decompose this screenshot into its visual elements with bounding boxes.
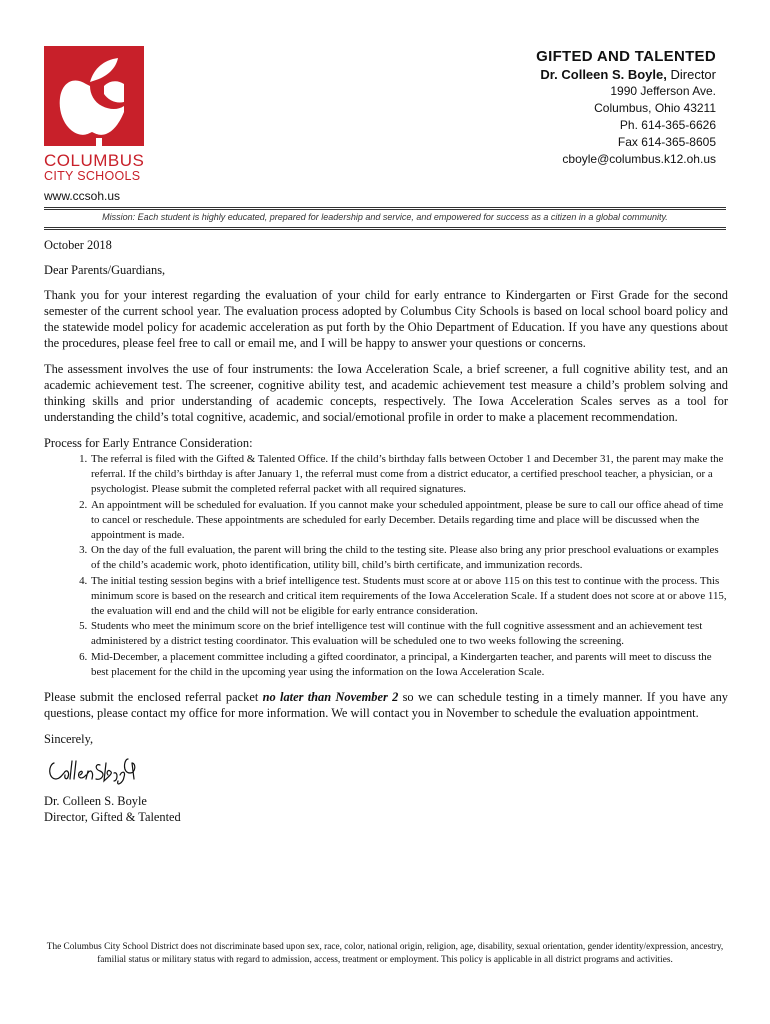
closing-text-end: so we can schedule testing in a timely manner. If you have any questions, please contact my office for more information. We will contact you in November to schedule the evaluation appointment. [44,690,728,721]
fax: Fax 614-365-8605 [617,135,716,149]
sender-title: Director, Gifted & Talented [44,810,181,825]
divider-top-2 [44,209,726,210]
department-title: GIFTED AND TALENTED [536,48,716,65]
paragraph-intro: Thank you for your interest regarding the evaluation of your child for early entrance to Kindergarten or First Grade for the second semester of the current school year. The evaluation process adopted by Columbus City Schools is based on local school board policy and the statewide model policy for academic acceleration as put forth by the Ohio Department of Education. If you have any questions about the procedures, please feel free to call or email me, and I will be happy to answer your questions or concerns. [44,288,728,350]
nondiscrimination-footer: The Columbus City School District does not discriminate based upon sex, race, color, national origin, religion, age, disability, sexual orientation, gender identity/expression, ancestry, familial status or military status with regard to admission, access, treatment or employment. This policy is applicable in all district programs and activities. [46,942,724,965]
director-name: Dr. Colleen S. Boyle, [540,67,667,82]
paragraph-closing [44,689,728,721]
divider-top [44,207,726,208]
divider-bottom-2 [44,229,726,230]
district-logo [44,46,146,183]
list-item: 5. Students who meet the minimum score on the brief intelligence test will continue with the full cognitive assessment and an achievement test administered by a district testing coordinator. This evaluation will be scheduled one to two weeks following the screening. [90,619,728,649]
letter-body [44,237,728,825]
address: 1990 Jefferson Ave. [610,84,716,98]
city: Columbus, Ohio 43211 [594,101,716,115]
logo-text-columbus: COLUMBUS [44,151,145,170]
director-line [316,66,716,83]
apple-icon [44,46,144,146]
signature-image [46,749,146,789]
phone: Ph. 614-365-6626 [619,118,716,132]
deadline-emphasis: no later than November 2 [262,690,399,705]
list-item: 3. On the day of the full evaluation, the parent will bring the child to the testing site. Please also bring any prior preschool evaluations or examples of the child’s academic work, photo identification, utility bill, child’s birth certificate, and immunization records. [90,543,728,573]
email-link[interactable]: cboyle@columbus.k12.oh.us [562,152,716,166]
list-item: 6. Mid-December, a placement committee including a gifted coordinator, a principal, a Kindergarten teacher, and parents will meet to discuss the best placement for the child in the upcoming year using the information on the Iowa Acceleration Scale. [90,650,728,680]
apple-logo-mark [44,46,144,146]
closing-text-start: Please submit the enclosed referral packet [44,690,263,705]
divider-bottom [44,227,726,228]
list-item: 2. An appointment will be scheduled for evaluation. If you cannot make your scheduled appointment, please be sure to call our office ahead of time to cancel or reschedule. These appointments are scheduled for early December. Details regarding time and place will be discussed when the appointment is made. [90,498,728,544]
letter-date: October 2018 [44,238,112,252]
list-item: 4. The initial testing session begins with a brief intelligence test. Students must score at or above 115 on this test to continue with the process. This minimum score is based on the research and critical item requirements of the Iowa Acceleration Scale. If a student does not score at or above 115, the evaluation will end and the child will not be eligible for early entrance consideration. [90,574,728,620]
director-role: Director [670,67,716,82]
greeting: Dear Parents/Guardians, [44,263,166,277]
website-link[interactable]: www.ccsoh.us [44,189,121,203]
mission-statement: Mission: Each student is highly educated, prepared for leadership and service, and empowered for success as a citizen in a global community. [102,212,668,222]
sender-name: Dr. Colleen S. Boyle [44,794,147,809]
process-steps [44,452,728,680]
signature [46,749,146,789]
letterhead [316,48,716,168]
signoff: Sincerely, [44,732,94,747]
paragraph-assessment: The assessment involves the use of four instruments: the Iowa Acceleration Scale, a brief screener, a full cognitive ability test, and an academic achievement test. The screener, cognitive ability test, and academic achievement test measure a child’s problem solving and thinking skills and prior understanding of academic concepts, respectively. The Iowa Acceleration Scales serves as a tool for understanding the child’s total cognitive, academic, and social/emotional profile in order to make a placement recommendation. [44,362,728,424]
logo-text-city-schools: CITY SCHOOLS [44,169,141,183]
process-heading: Process for Early Entrance Consideration: [44,436,253,450]
list-item: 1. The referral is filed with the Gifted & Talented Office. If the child’s birthday falls between October 1 and December 31, the parent may make the referral. If the child’s birthday is after January 1, the referral must come from a district educator, a certified preschool teacher, a physician, or a psychologist. Please submit the completed referral packet with all required signatures. [90,452,728,498]
